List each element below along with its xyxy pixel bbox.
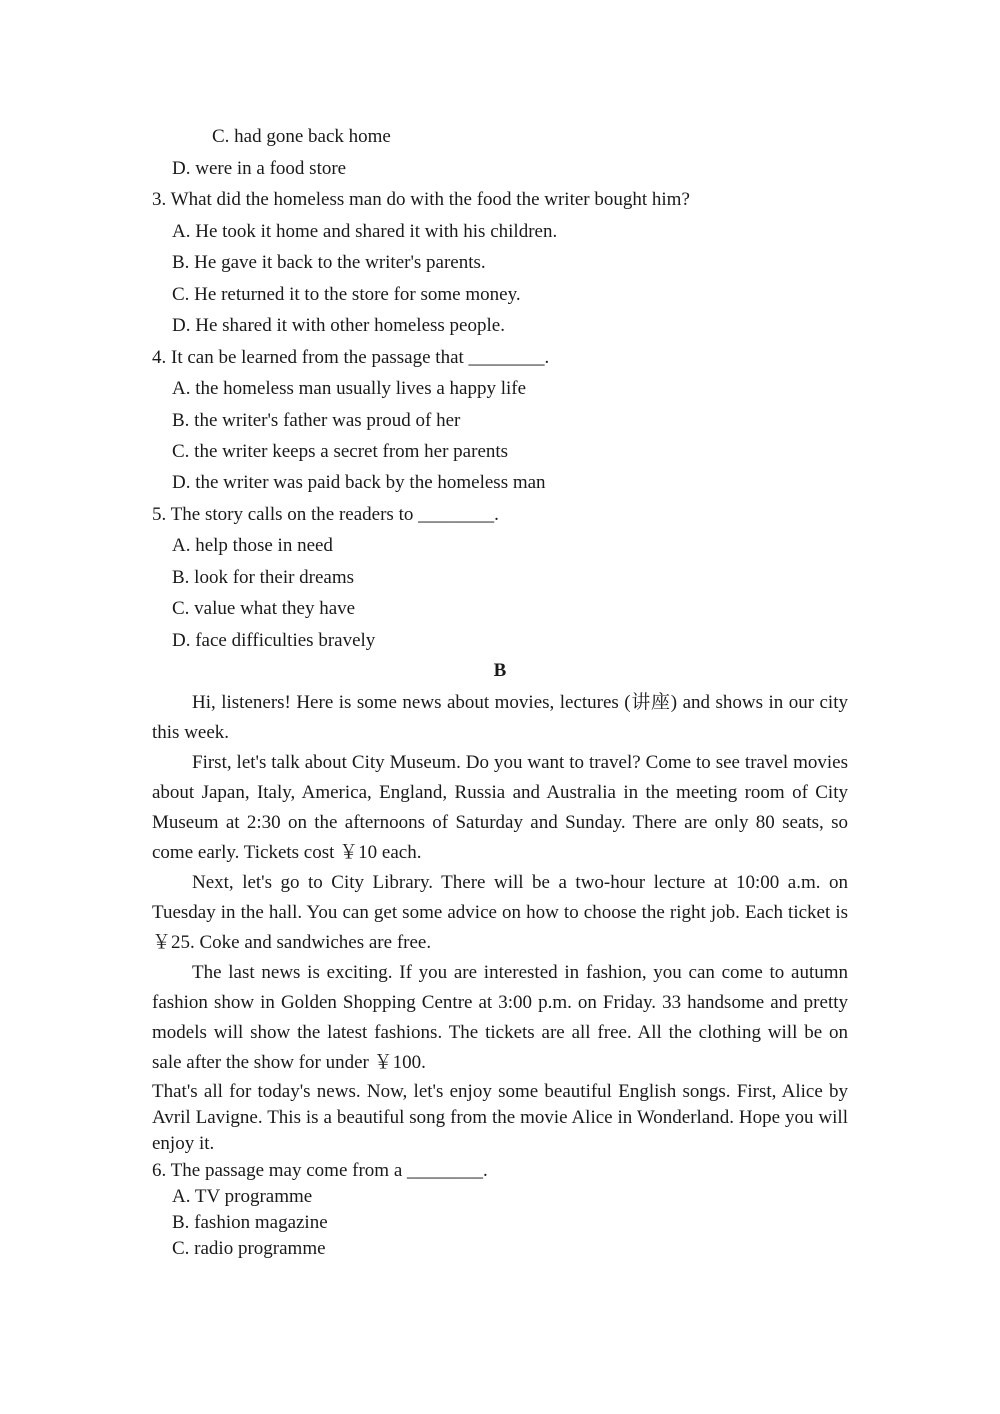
q3-stem: 3. What did the homeless man do with the food the writer bought him?: [152, 189, 690, 210]
q4-option-d: D. the writer was paid back by the homeless man: [172, 472, 546, 493]
q2-option-d: D. were in a food store: [172, 158, 347, 179]
section-b-title: B: [493, 660, 507, 681]
section-b-paragraph-5: That's all for today's news. Now, let's enjoy some beautiful English songs. First, Alice by Avril Lavigne. This is a beautiful song from the movie Alice in Wonderland. Hope you will enjoy it.: [152, 1081, 848, 1154]
q2-option-c: C. had gone back home: [212, 126, 391, 147]
q5-stem: 5. The story calls on the readers to ________.: [152, 504, 499, 525]
section-b-paragraph-3: [152, 868, 848, 958]
q5-option-d: D. face difficulties bravely: [172, 630, 376, 651]
q3-option-a: A. He took it home and shared it with his children.: [172, 221, 558, 242]
q3-option-b: B. He gave it back to the writer's parents.: [172, 252, 486, 273]
paragraph-2-text: First, let's talk about City Museum. Do you want to travel? Come to see travel movies about Japan, Italy, America, England, Russia and Australia in the meeting room of City Museum at 2:30 on the afternoons of Saturday and Sunday. There are only 80 seats, so come early. Tickets cost ￥10 each.: [152, 752, 848, 863]
paragraph-3-text: Next, let's go to City Library. There will be a two-hour lecture at 10:00 a.m. on Tuesday in the hall. You can get some advice on how to choose the right job. Each ticket is ￥25. Coke and sandwiches are free.: [152, 872, 848, 953]
q3-option-c: C. He returned it to the store for some money.: [172, 284, 521, 305]
q5-option-b: B. look for their dreams: [172, 567, 355, 588]
paragraph-1-text: Hi, listeners! Here is some news about movies, lectures (讲座) and shows in our city this week.: [152, 692, 848, 743]
q4-stem: 4. It can be learned from the passage that ________.: [152, 347, 550, 368]
q4-option-a: A. the homeless man usually lives a happy life: [172, 378, 527, 399]
q6-stem: 6. The passage may come from a ________.: [152, 1160, 488, 1181]
q3-option-d: D. He shared it with other homeless people.: [172, 315, 505, 336]
q4-option-b: B. the writer's father was proud of her: [172, 410, 461, 431]
q6-option-a: A. TV programme: [172, 1186, 313, 1207]
q5-option-c: C. value what they have: [172, 598, 356, 619]
section-b-paragraph-1: [152, 688, 848, 748]
paragraph-4-text: The last news is exciting. If you are interested in fashion, you can come to autumn fashion show in Golden Shopping Centre at 3:00 p.m. on Friday. 33 handsome and pretty models will show the latest fashions. The tickets are all free. All the clothing will be on sale after the show for under ￥100.: [152, 962, 848, 1073]
q4-option-c: C. the writer keeps a secret from her parents: [172, 441, 509, 462]
section-b-paragraph-2: [152, 748, 848, 868]
section-b-paragraph-4: [152, 958, 848, 1078]
q6-option-c: C. radio programme: [172, 1238, 326, 1259]
q6-option-b: B. fashion magazine: [172, 1212, 328, 1233]
q5-option-a: A. help those in need: [172, 535, 333, 556]
